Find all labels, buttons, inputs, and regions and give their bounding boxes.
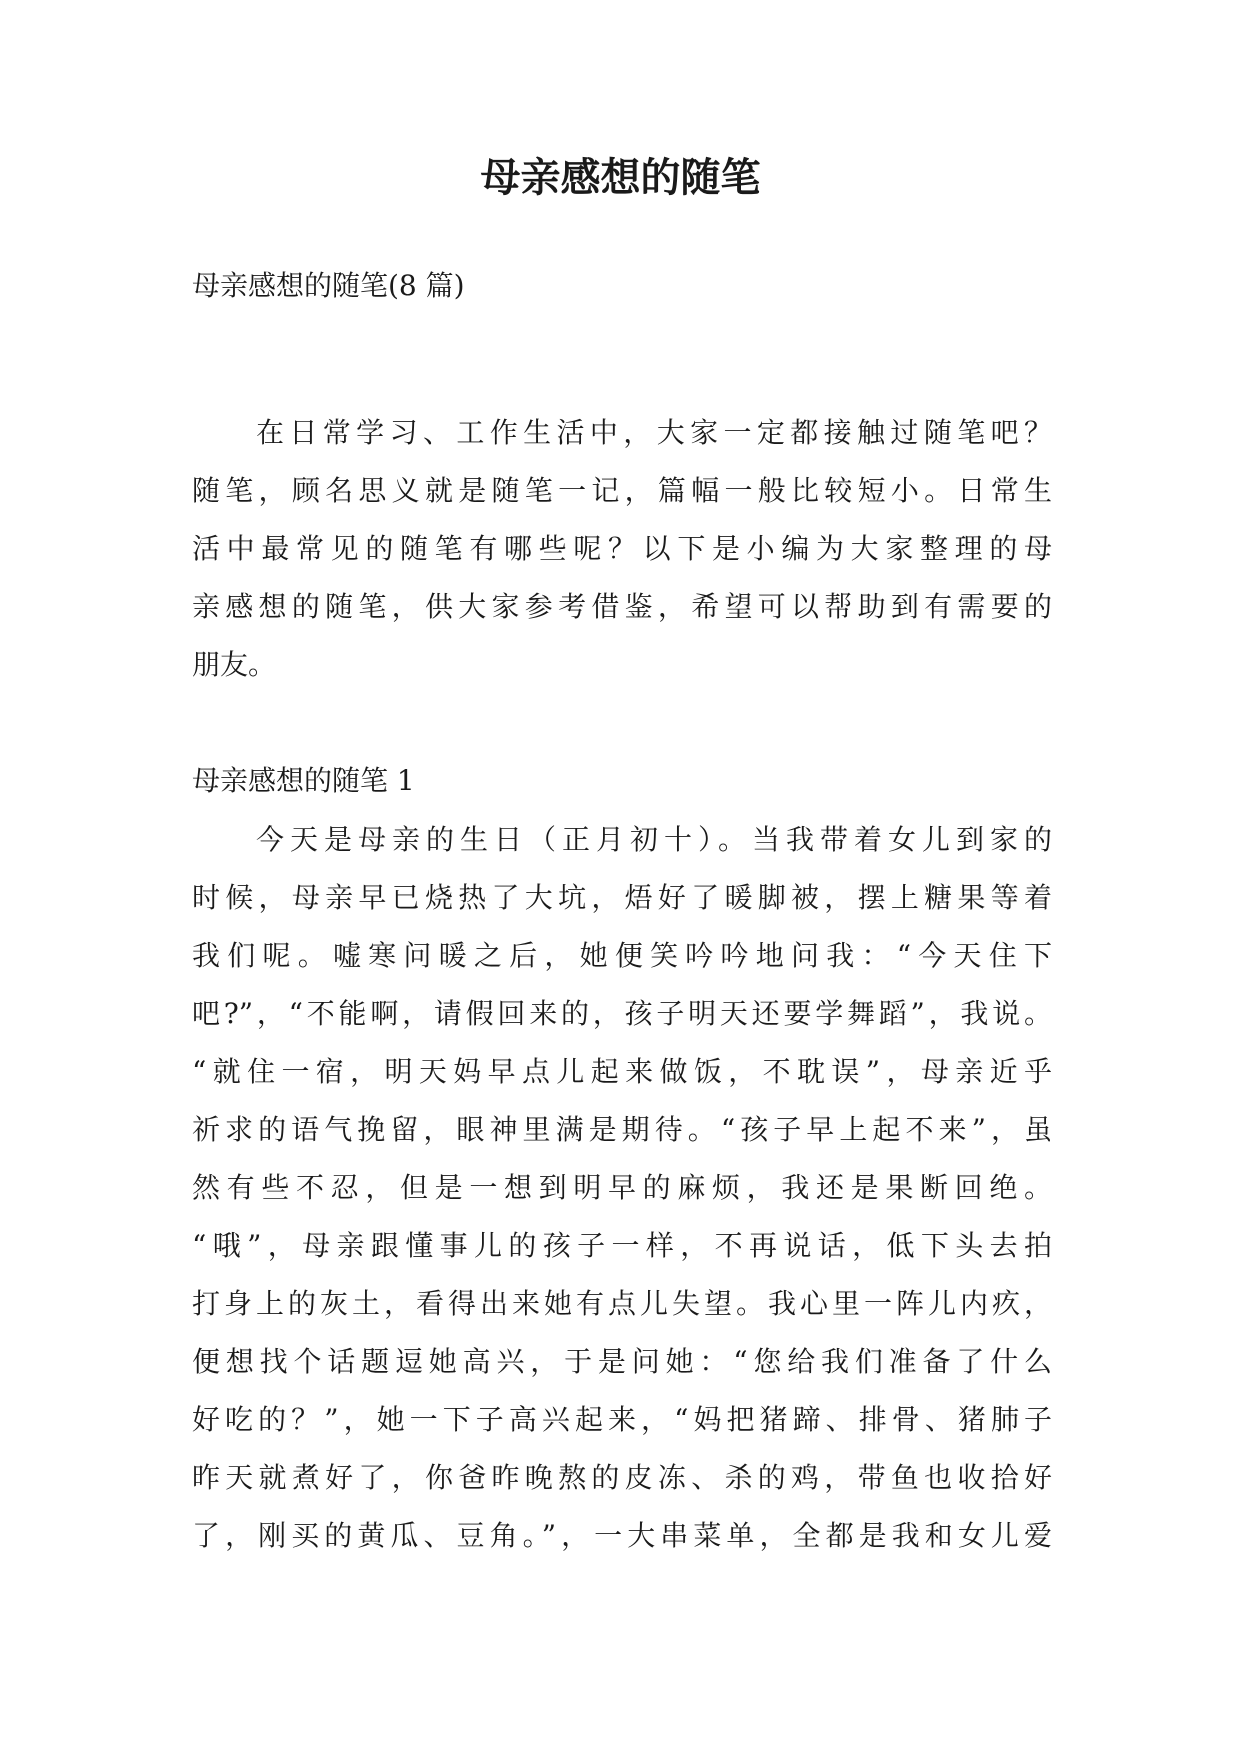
body-line: “就住一宿，明天妈早点儿起来做饭，不耽误”，母亲近乎 bbox=[192, 1055, 1052, 1088]
body-line: “哦”，母亲跟懂事儿的孩子一样，不再说话，低下头去拍 bbox=[192, 1229, 1052, 1262]
document-subtitle: 母亲感想的随笔(8 篇) bbox=[192, 269, 465, 302]
body-line: 了，刚买的黄瓜、豆角。”，一大串菜单，全都是我和女儿爱 bbox=[192, 1519, 1052, 1552]
intro-line: 亲感想的随笔，供大家参考借鉴，希望可以帮助到有需要的 bbox=[192, 590, 1052, 623]
body-line: 吧?”，“不能啊，请假回来的，孩子明天还要学舞蹈”，我说。 bbox=[192, 997, 1052, 1030]
intro-line: 在日常学习、工作生活中，大家一定都接触过随笔吧？ bbox=[256, 416, 1052, 449]
body-line: 打身上的灰土，看得出来她有点儿失望。我心里一阵儿内疚， bbox=[192, 1287, 1052, 1320]
body-line: 今天是母亲的生日（正月初十）。当我带着女儿到家的 bbox=[256, 823, 1052, 856]
intro-line: 活中最常见的随笔有哪些呢？以下是小编为大家整理的母 bbox=[192, 532, 1052, 565]
body-line: 祈求的语气挽留，眼神里满是期待。“孩子早上起不来”，虽 bbox=[192, 1113, 1052, 1146]
section-heading: 母亲感想的随笔 1 bbox=[192, 764, 415, 797]
document-title: 母亲感想的随笔 bbox=[480, 155, 761, 201]
body-line: 然有些不忍，但是一想到明早的麻烦，我还是果断回绝。 bbox=[192, 1171, 1052, 1204]
intro-paragraph bbox=[192, 404, 1052, 694]
body-line: 我们呢。嘘寒问暖之后，她便笑吟吟地问我：“今天住下 bbox=[192, 939, 1052, 972]
body-line: 便想找个话题逗她高兴，于是问她：“您给我们准备了什么 bbox=[192, 1345, 1052, 1378]
intro-line: 朋友。 bbox=[192, 648, 277, 681]
body-line: 好吃的？”，她一下子高兴起来，“妈把猪蹄、排骨、猪肺子 bbox=[192, 1403, 1052, 1436]
body-line: 昨天就煮好了，你爸昨晚熬的皮冻、杀的鸡，带鱼也收拾好 bbox=[192, 1461, 1052, 1494]
body-paragraph bbox=[192, 811, 1052, 1565]
body-line: 时候，母亲早已烧热了大坑，焐好了暖脚被，摆上糖果等着 bbox=[192, 881, 1052, 914]
intro-line: 随笔，顾名思义就是随笔一记，篇幅一般比较短小。日常生 bbox=[192, 474, 1052, 507]
